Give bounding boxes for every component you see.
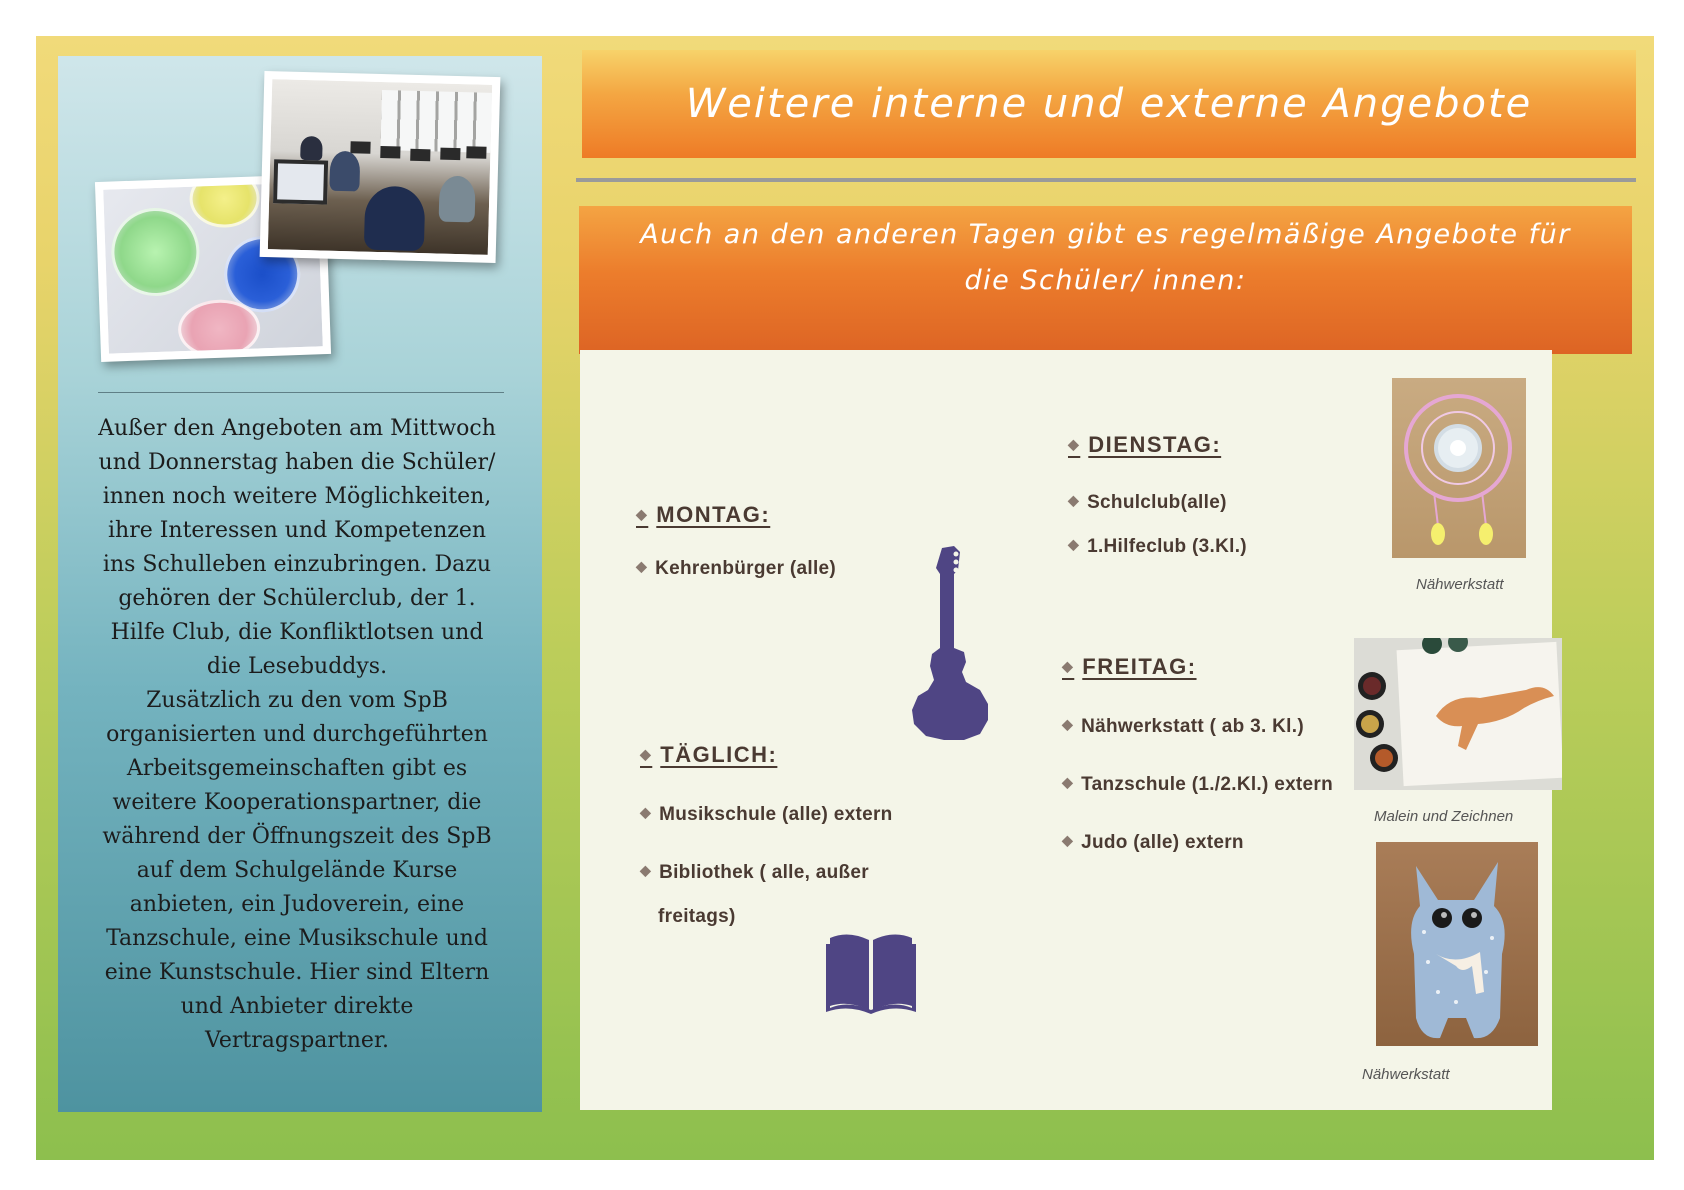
- title-divider: [576, 178, 1636, 182]
- list-item: Schulclub(alle): [1087, 492, 1227, 513]
- guitar-icon: [908, 544, 992, 744]
- left-paragraph-2: Zusätzlich zu den vom SpB organisierten und durchgeführten Arbeitsgemeinschaften gibt es weitere Kooperationspartner, die während der Öffnungszeit des SpB auf dem Schulgelände Kurse anbieten, ein Judoverein, eine Tanzschule, eine Musikschule und eine Kunstschule. Hier sind Eltern und Anbieter direkte Vertragspartner.: [102, 688, 492, 1053]
- day-heading-montag: MONTAG:: [656, 502, 771, 527]
- list-item: Musikschule (alle) extern: [659, 804, 893, 825]
- bullet-icon: ◆: [1062, 658, 1075, 674]
- caption-fox: Malein und Zeichnen: [1374, 808, 1514, 825]
- day-block-freitag: [1062, 654, 1333, 854]
- list-item: 1.Hilfeclub (3.Kl.): [1087, 536, 1247, 557]
- list-item: Judo (alle) extern: [1081, 832, 1244, 853]
- caption-dreamcatcher: Nähwerkstatt: [1416, 576, 1504, 593]
- photo-fabric-bunny: [1376, 842, 1538, 1046]
- bullet-icon: ◆: [636, 558, 648, 574]
- left-paragraph-1: Außer den Angeboten am Mittwoch und Donnerstag haben die Schüler/ innen noch weitere Möglichkeiten, ihre Interessen und Kompetenzen ins Schulleben einzubringen. Dazu gehören der Schülerclub, der 1. Hilfe Club, die Konfliktlotsen und die Lesebuddys.: [98, 416, 496, 679]
- subtitle-banner: [579, 206, 1632, 354]
- list-item: Bibliothek ( alle, außer: [659, 862, 869, 883]
- day-block-taeglich: [640, 742, 893, 928]
- list-item: Kehrenbürger (alle): [655, 558, 837, 579]
- photo-computer-room: [260, 71, 501, 263]
- bullet-icon: ◆: [1068, 436, 1081, 452]
- photo-dreamcatcher: [1392, 378, 1526, 558]
- day-block-dienstag: [1068, 432, 1247, 558]
- book-icon: [824, 930, 918, 1014]
- day-heading-taeglich: TÄGLICH:: [660, 742, 778, 767]
- bullet-icon: ◆: [636, 506, 649, 522]
- list-item: Nähwerkstatt ( ab 3. Kl.): [1081, 716, 1304, 737]
- bullet-icon: ◆: [1068, 536, 1080, 552]
- left-description: [92, 412, 502, 1058]
- bullet-icon: ◆: [1068, 492, 1080, 508]
- page-title: Weitere interne und externe Angebote: [685, 81, 1533, 127]
- subtitle-line-2: die Schüler/ innen:: [964, 265, 1247, 296]
- day-heading-freitag: FREITAG:: [1082, 654, 1197, 679]
- bullet-icon: ◆: [640, 804, 652, 820]
- list-item-continuation: freitags): [658, 906, 736, 927]
- subtitle-line-1: Auch an den anderen Tagen gibt es regelmäßige Angebote für: [640, 219, 1571, 250]
- list-item: Tanzschule (1./2.Kl.) extern: [1081, 774, 1334, 795]
- photo-fox-drawing: [1354, 638, 1562, 790]
- bullet-icon: ◆: [1062, 716, 1074, 732]
- bullet-icon: ◆: [1062, 832, 1074, 848]
- left-divider: [98, 392, 504, 393]
- title-banner: [582, 50, 1636, 158]
- caption-bunny: Nähwerkstatt: [1362, 1066, 1450, 1083]
- bullet-icon: ◆: [640, 862, 652, 878]
- bullet-icon: ◆: [640, 746, 653, 762]
- bullet-icon: ◆: [1062, 774, 1074, 790]
- day-block-montag: [636, 502, 836, 580]
- day-heading-dienstag: DIENSTAG:: [1088, 432, 1222, 457]
